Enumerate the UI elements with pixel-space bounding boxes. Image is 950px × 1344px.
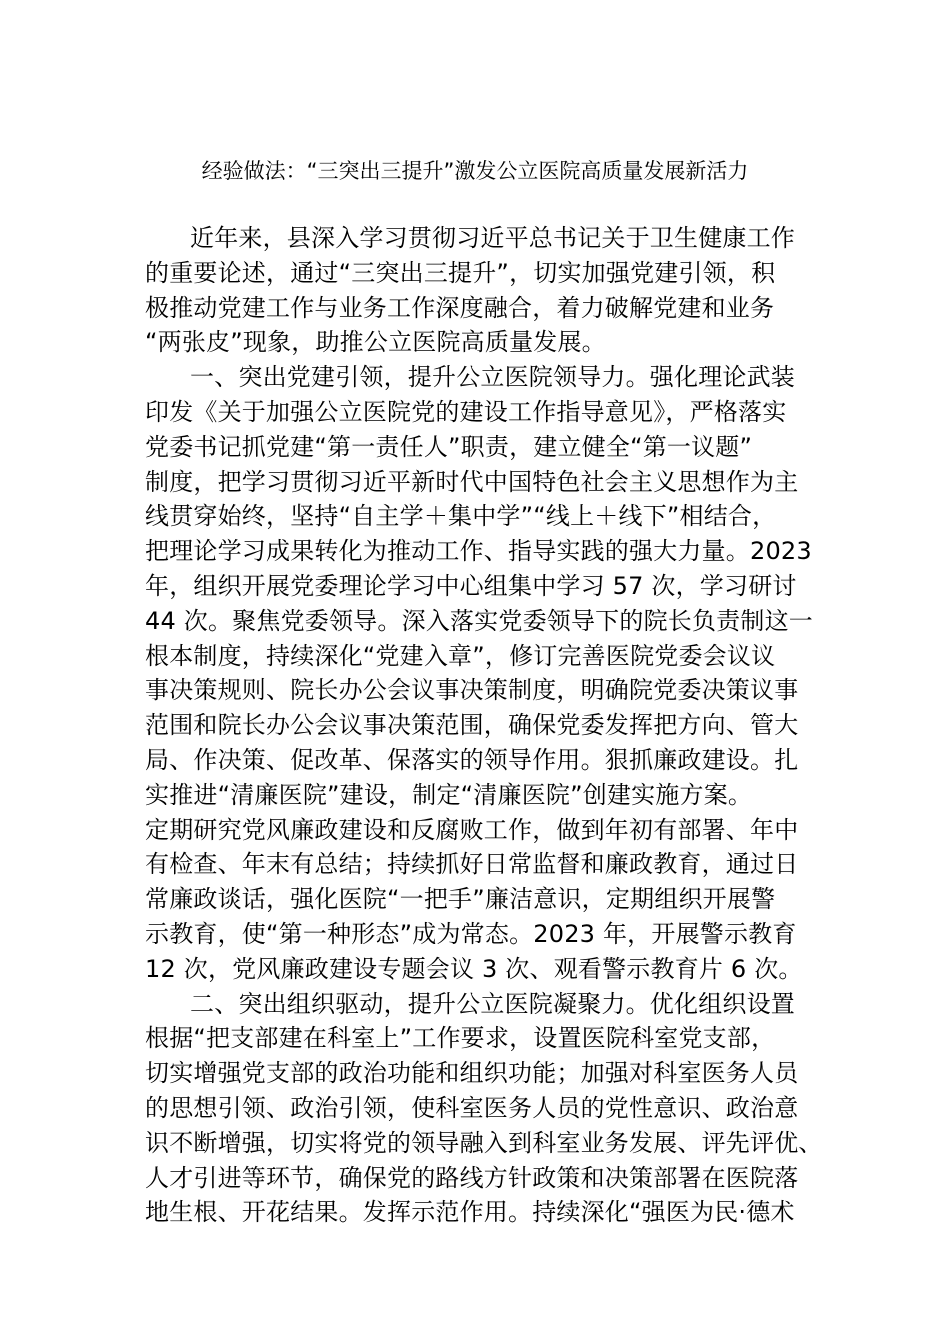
paragraph-line: “两张皮”现象，助推公立医院高质量发展。 <box>145 328 606 357</box>
paragraph-line: 制度，把学习贯彻习近平新时代中国特色社会主义思想作为主 <box>145 467 799 496</box>
paragraph-line: 地生根、开花结果。发挥示范作用。持续深化“强医为民·德术 <box>145 1198 795 1227</box>
paragraph-line: 44 次。聚焦党委领导。深入落实党委领导下的院长负责制这一 <box>145 606 813 635</box>
paragraph-line: 一、突出党建引领，提升公立医院领导力。强化理论武装 <box>190 363 795 392</box>
document-title: 经验做法：“三突出三提升”激发公立医院高质量发展新活力 <box>201 159 749 183</box>
paragraph-line: 有检查、年末有总结；持续抓好日常监督和廉政教育，通过日 <box>145 850 799 879</box>
paragraph-line: 线贯穿始终，坚持“自主学＋集中学”“线上＋线下”相结合， <box>145 502 777 531</box>
paragraph-line: 的思想引领、政治引领，使科室医务人员的党性意识、政治意 <box>145 1093 799 1122</box>
paragraph-line: 局、作决策、促改革、保落实的领导作用。狠抓廉政建设。扎 <box>145 745 799 774</box>
paragraph-line: 党委书记抓党建“第一责任人”职责，建立健全“第一议题” <box>145 432 753 461</box>
paragraph-line: 定期研究党风廉政建设和反腐败工作，做到年初有部署、年中 <box>145 815 799 844</box>
paragraph-line: 根本制度，持续深化“党建入章”，修订完善医院党委会议议 <box>145 641 776 670</box>
paragraph-line: 事决策规则、院长办公会议事决策制度，明确院党委决策议事 <box>145 676 799 705</box>
paragraph-line: 年，组织开展党委理论学习中心组集中学习 57 次，学习研讨 <box>145 571 797 600</box>
document-body <box>145 221 823 1230</box>
paragraph-line: 12 次，党风廉政建设专题会议 3 次、观看警示教育片 6 次。 <box>145 954 803 983</box>
paragraph-line: 把理论学习成果转化为推动工作、指导实践的强大力量。2023 <box>145 537 812 566</box>
paragraph-line: 印发《关于加强公立医院党的建设工作指导意见》，严格落实 <box>145 397 787 426</box>
paragraph-line: 二、突出组织驱动，提升公立医院凝聚力。优化组织设置 <box>190 989 795 1018</box>
paragraph-line: 根据“把支部建在科室上”工作要求，设置医院科室党支部， <box>145 1024 776 1053</box>
paragraph-line: 识不断增强，切实将党的领导融入到科室业务发展、评先评优、 <box>145 1128 823 1157</box>
paragraph-line: 近年来，县深入学习贯彻习近平总书记关于卫生健康工作 <box>190 224 795 252</box>
paragraph-line: 的重要论述，通过“三突出三提升”，切实加强党建引领，积 <box>145 258 776 287</box>
paragraph-line: 切实增强党支部的政治功能和组织功能；加强对科室医务人员 <box>145 1059 799 1088</box>
paragraph-line: 常廉政谈话，强化医院“一把手”廉洁意识，定期组织开展警 <box>145 885 776 914</box>
paragraph-line: 实推进“清廉医院”建设，制定“清廉医院”创建实施方案。 <box>145 780 753 809</box>
paragraph-line: 人才引进等环节，确保党的路线方针政策和决策部署在医院落 <box>145 1163 799 1192</box>
paragraph-line: 范围和院长办公会议事决策范围，确保党委发挥把方向、管大 <box>145 711 799 740</box>
paragraph-line: 极推动党建工作与业务工作深度融合，着力破解党建和业务 <box>145 293 775 322</box>
paragraph-line: 示教育，使“第一种形态”成为常态。2023 年，开展警示教育 <box>145 919 797 948</box>
